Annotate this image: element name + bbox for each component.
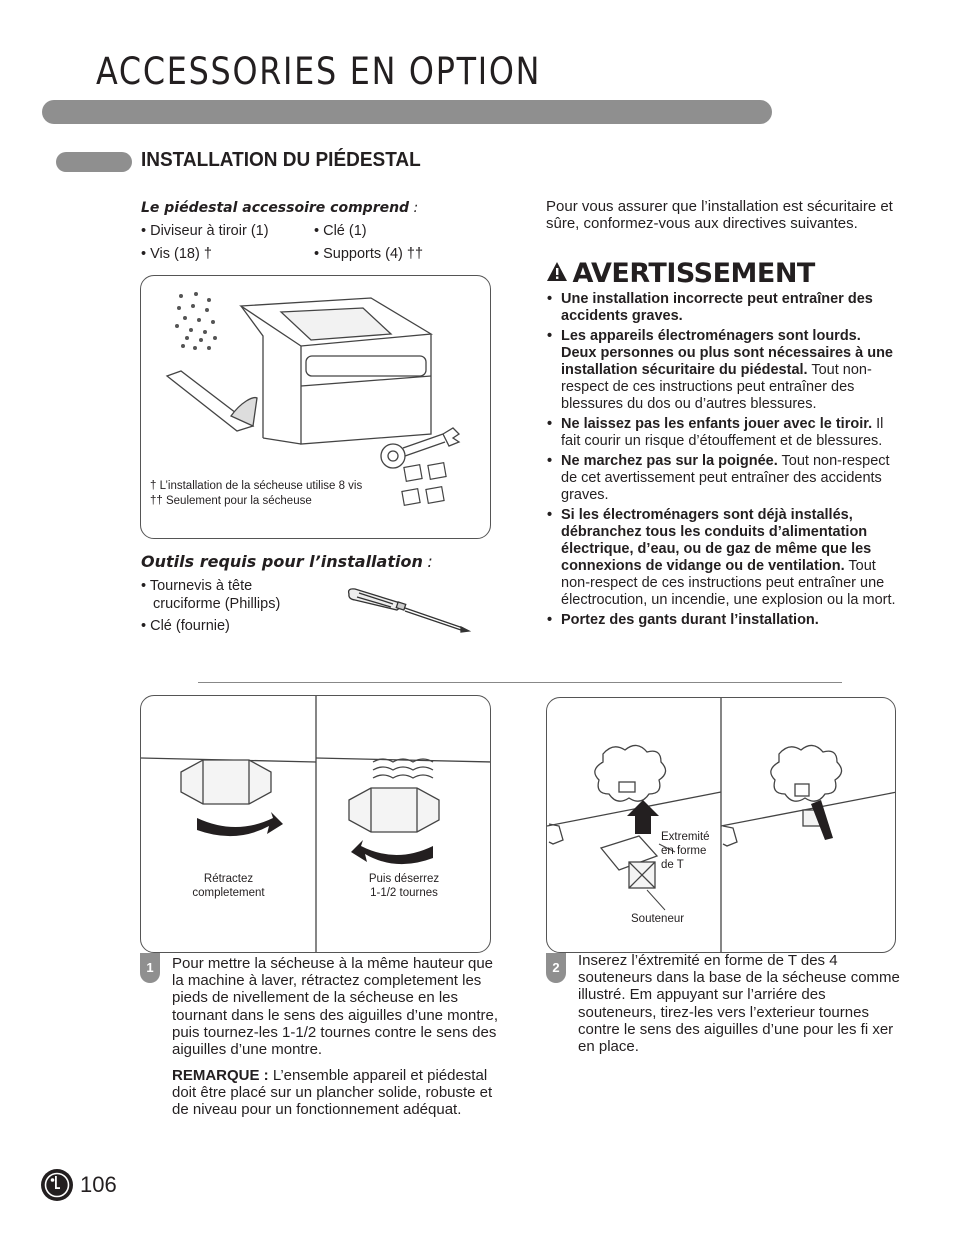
intro-text: Pour vous assurer que l’installation est sécuritaire et sûre, conformez-vous aux directives suivantes. <box>546 198 893 233</box>
counterclockwise-arrow-icon <box>351 840 433 864</box>
leveling-foot-loosened-icon <box>316 758 491 832</box>
tools-heading-colon: : <box>427 552 433 571</box>
wrench-icon <box>381 428 459 468</box>
step1-illustration-panel <box>140 695 491 953</box>
lg-logo-icon <box>40 1168 74 1202</box>
included-item: • Supports (4) †† <box>314 246 424 262</box>
drawer-divider-icon <box>167 371 257 431</box>
step1-note: REMARQUE : L’ensemble appareil et piédestal doit être placé sur un plancher solide, robuste et de niveau pour un fonctionnement adéquat. <box>172 1067 493 1119</box>
warning-title <box>546 258 815 289</box>
clockwise-arrow-icon <box>197 812 283 836</box>
step2-text: Inserez l’éxtremité en forme de T des 4 souteneurs dans la base de la sécheuse comme illustré. Em appuyant sur l’arriére des souteneurs, tirez-les vers l’exterieur tournes contre le sens des aiguilles d’une pour les fi xer en place. <box>578 952 900 1056</box>
step1-number: 1 <box>140 953 160 983</box>
leveling-foot-icon <box>141 758 316 804</box>
warning-item: • Les appareils électroménagers sont lourds. Deux personnes ou plus sont nécessaires à une installation sécuritaire du piédestal. Tout non-respect de ces instructions peut entraîner des blessures du dos ou d’autres blessures. <box>547 328 897 413</box>
included-item: • Vis (18) † <box>141 246 212 262</box>
tools-item: • Tournevis à tête <box>141 578 253 594</box>
label-t-end: Extremité en forme de T <box>661 831 710 871</box>
tools-heading <box>141 552 433 572</box>
warning-item: • Ne laissez pas les enfants jouer avec le tiroir. Il fait courir un risque d’étouffement et de blessures. <box>547 416 897 450</box>
step1-illustration <box>141 696 491 953</box>
section-pill <box>56 152 132 172</box>
page-number: 106 <box>80 1172 117 1197</box>
screwdriver-icon <box>345 584 475 634</box>
parts-note: † L’installation de la sécheuse utilise 8 vis <box>150 480 363 492</box>
warning-item: • Une installation incorrecte peut entraîner des accidents graves. <box>547 291 897 325</box>
section-title: INSTALLATION DU PIÉDESTAL <box>141 149 421 171</box>
step1-caption-left: Rétractez completement <box>192 873 265 899</box>
pedestal-icon <box>241 298 431 444</box>
warning-title-text: AVERTISSEMENT <box>572 258 815 289</box>
step2-number: 2 <box>546 953 566 983</box>
supports-icon <box>402 463 446 506</box>
screws-icon <box>175 292 217 350</box>
step1-text: Pour mettre la sécheuse à la même hauteur que la machine à laver, rétractez completement les pieds de nivellement de la sécheuse en les tournant dans le sens des aiguilles d’une montre, puis tournez-les 1-1/2 tournes contre le sens des aiguilles d’une montre. <box>172 955 499 1059</box>
warning-item: • Si les électroménagers sont déjà installés, débranchez tous les conduits d’alimentation électrique, d’eau, ou de gaz de même que les connexions de vidange ou de ventilation. Tout non-respect de ces instructions peut entraîner une électrocution, un incendie, une explosion ou la mort. <box>547 507 897 609</box>
step2-illustration <box>547 698 896 953</box>
label-support: Souteneur <box>631 913 685 925</box>
step2-illustration-panel <box>546 697 896 953</box>
step1-caption-right: Puis déserrez 1-1/2 tournes <box>368 873 440 899</box>
tools-item: • Clé (fournie) <box>141 618 230 634</box>
tools-heading-text: Outils requis pour l’installation <box>141 552 423 571</box>
page-title: ACCESSORIES EN OPTION <box>96 50 542 93</box>
warning-icon <box>546 261 568 283</box>
title-bar <box>42 100 772 124</box>
included-heading-colon: : <box>413 200 419 216</box>
support-bracket-icon <box>601 836 657 888</box>
parts-illustration-panel <box>140 275 491 539</box>
included-item: • Diviseur à tiroir (1) <box>141 223 269 239</box>
divider <box>198 682 842 683</box>
included-heading <box>141 199 418 217</box>
parts-note: †† Seulement pour la sécheuse <box>150 495 312 507</box>
warning-item: • Ne marchez pas sur la poignée. Tout non-respect de cet avertissement peut entraîner des accidents graves. <box>547 453 897 504</box>
tools-item: cruciforme (Phillips) <box>153 596 281 612</box>
included-heading-text: Le piédestal accessoire comprend <box>141 200 410 216</box>
warning-item: • Portez des gants durant l’installation. <box>547 612 897 629</box>
included-item: • Clé (1) <box>314 223 367 239</box>
warning-list <box>547 291 897 632</box>
dryer-base-rotated-icon <box>721 745 896 846</box>
